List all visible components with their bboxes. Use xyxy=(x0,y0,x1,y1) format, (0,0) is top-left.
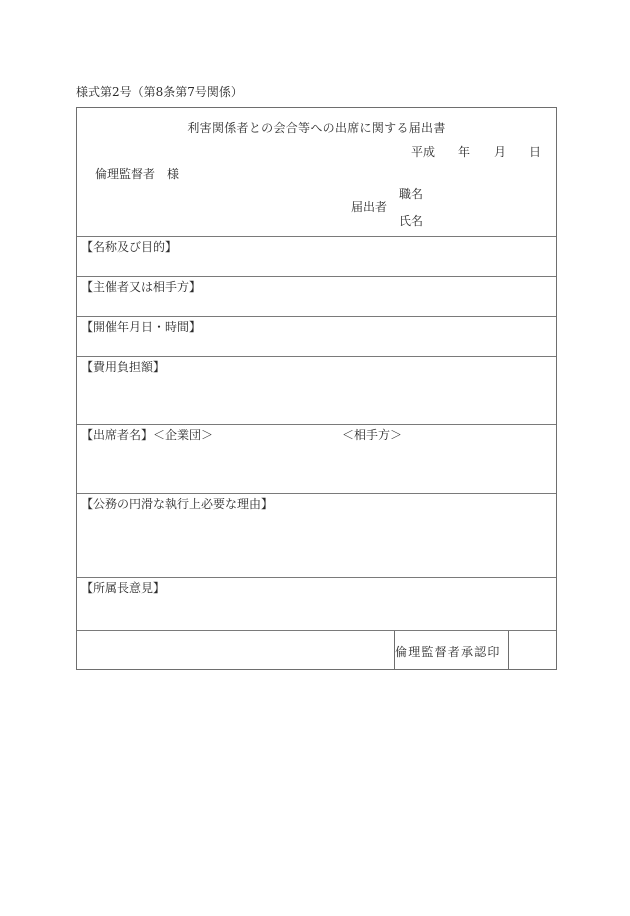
section-label: 【主催者又は相手方】 xyxy=(81,280,202,294)
name-label: 氏名 xyxy=(399,214,424,228)
form-reference: 様式第2号（第8条第7号関係） xyxy=(76,85,243,99)
section-label: 【費用負担額】 xyxy=(81,360,166,374)
section-label: 【公務の円滑な執行上必要な理由】 xyxy=(81,497,274,511)
section-attendees xyxy=(77,424,556,493)
notification-form xyxy=(76,107,557,670)
section-supervisor-opinion xyxy=(77,577,556,630)
approval-seal-label: 倫理監督者承認印 xyxy=(395,645,501,659)
date-month-label: 月 xyxy=(494,145,507,159)
addressee: 倫理監督者 様 xyxy=(95,167,180,181)
section-cost xyxy=(77,356,556,424)
position-label: 職名 xyxy=(399,187,424,201)
section-date-time xyxy=(77,316,556,356)
section-label: 【所属長意見】 xyxy=(81,581,166,595)
section-reason xyxy=(77,493,556,577)
section-label: 【開催年月日・時間】 xyxy=(81,320,202,334)
date-day-label: 日 xyxy=(529,145,542,159)
section-label: 【名称及び目的】 xyxy=(81,240,178,254)
approval-row xyxy=(77,630,556,669)
section-label: 【出席者名】＜企業団＞ xyxy=(81,428,214,442)
counterpart-sublabel: ＜相手方＞ xyxy=(342,428,403,442)
form-title: 利害関係者との会合等への出席に関する届出書 xyxy=(187,121,446,135)
submitter-label: 届出者 xyxy=(351,200,388,214)
form-header-block xyxy=(77,108,556,236)
divider xyxy=(508,631,509,669)
section-purpose xyxy=(77,236,556,276)
section-organizer xyxy=(77,276,556,316)
date-era: 平成 xyxy=(411,145,436,159)
date-year-label: 年 xyxy=(458,145,471,159)
